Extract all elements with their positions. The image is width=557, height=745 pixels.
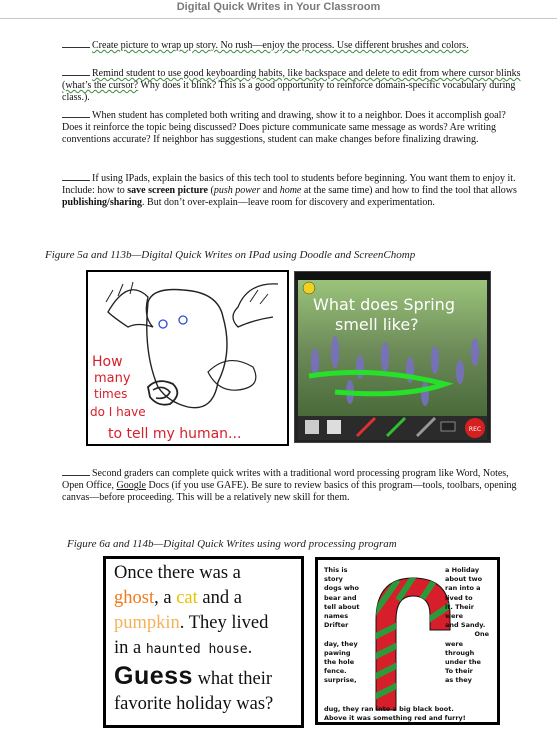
story-right-column [445,566,489,686]
story-line: favorite holiday was? [114,694,274,714]
story-spacer [324,630,359,639]
doodle-drawing [88,272,287,444]
italic-home: home [279,185,302,197]
story-text: and Sandy. [445,621,486,630]
story-text: lived to [445,593,473,602]
screenchomp-writing: smell like? [335,315,419,334]
underlined-google: Google [116,480,146,492]
blank-line [62,109,90,118]
story-bottom-lines [324,705,466,722]
story-text: were [445,612,464,621]
blank-line [62,467,90,476]
paragraph-text: ( [208,185,214,197]
blank-line [62,39,90,48]
record-label: REC [468,426,482,433]
bold-publishing-sharing: publishing/sharing [62,197,143,209]
story-text: dug, they ran into a big black boot. [324,705,454,713]
paragraph-text: . But don’t over-explain—leave room for discovery and experimentation. [142,197,435,209]
paragraph-text: and [260,185,280,197]
word-pumpkin: pumpkin [114,613,180,633]
screenchomp-writing: What does Spring [313,295,455,314]
doodle-handwriting: do I have [90,405,146,419]
word-ghost: ghost [114,588,155,608]
story-text: Above it was something red and furry! [324,713,466,722]
story-text: To their [445,667,473,676]
page-header [0,0,557,19]
story-text: bear and [324,593,357,602]
story-text: under the [445,658,481,667]
story-line [114,586,293,611]
screenchomp-tool-icon[interactable] [327,420,341,434]
paragraph-text: If using IPads, explain the basics of this tech tool to students before beginning. You want them to enjoy it. Include: how to [62,173,516,197]
story-text: were [445,639,464,648]
screenchomp-canvas [295,272,490,442]
story-text: One [474,630,489,639]
story-text: tell about [324,602,360,611]
paragraph-ipads [62,172,524,210]
story-text: and a [197,588,242,608]
story-text: it. Their [445,602,474,611]
paragraph-text: Second graders can complete quick writes with a traditional word processing program like Word, Notes, Open Office, [62,468,509,492]
word-cat: cat [176,588,198,608]
story-text: dogs who [324,584,360,593]
story-line [114,664,293,692]
italic-push-power: push power [213,185,261,197]
story-candy-cane-document [315,557,500,725]
screenchomp-tool-icon[interactable] [305,420,319,434]
story-text: as they [445,676,472,685]
story-text: fence. [324,667,347,676]
story-text: surprise, [324,676,357,685]
header-title: Digital Quick Writes in Your Classroom [176,1,381,13]
paragraph-text: Why does it blink? This is a good opportunity to reinforce domain-specific vocabulary during class.). [62,80,516,104]
story-text: in a [114,638,146,658]
story-left-column [324,566,359,686]
screenchomp-image [294,271,491,443]
story-ghost-document [103,556,304,728]
figure-5-caption: Figure 5a and 113b—Digital Quick Writes on IPad using Doodle and ScreenChomp [45,249,416,261]
story-text: pawing [324,648,351,657]
word-guess: Guess [114,662,193,690]
word-haunted-house: haunted house [145,642,248,657]
doodle-handwriting: times [94,387,128,401]
paragraph-text: Create picture to wrap up story. No rush—enjoy the process. Use different brushes and colors. [92,40,469,51]
story-text: about two [445,575,483,584]
story-text: story [324,575,343,584]
story-line: Once there was a [114,563,241,583]
paragraph-draw-picture [62,39,524,52]
bold-save-screen-picture: save screen picture [127,185,208,197]
story-text: ran into a [445,584,481,593]
story-text: through [445,648,475,657]
story-line [114,636,293,662]
story-line [114,611,293,636]
story-text: day, they [324,639,358,648]
eraser-icon[interactable] [441,422,455,431]
paragraph-text: When student has completed both writing and drawing, show it to a neighbor. Does it accomplish goal? Does it reinforce the topic being discussed? Does picture communicate same message as words? Are writing conventions accurate? If neighbor has suggestions, student can make changes before finalizing drawing. [62,110,506,146]
story-text: . [247,638,253,658]
story-text: Drifter [324,621,349,630]
paragraph-text-underlined: Remind student to use good keyboarding habits, like backspace and delete to edit from where cursor blinks (what’s the cursor? [62,68,521,92]
story-text: , a [154,588,177,608]
paragraph-text: at the same time) and how to find the tool that allows [301,185,517,197]
story-text: what their [192,669,273,689]
blank-line [62,172,90,181]
doodle-handwriting: many [94,371,131,386]
story-text: the hole [324,658,355,667]
story-text: names [324,612,349,621]
paragraph-share-neighbor [62,109,524,147]
figure-6-caption: Figure 6a and 114b—Digital Quick Writes using word processing program [67,538,397,550]
paragraph-text: Docs (if you use GAFE). Be sure to review basics of this program—tools, toolbars, opening canvas—before proceeding. This will be a relatively new skill for them. [62,480,517,504]
story-text: a Holiday [445,566,480,574]
doodle-drawing-image [86,270,289,446]
paragraph-word-processing [62,467,524,505]
blank-line [62,67,90,76]
doodle-handwriting: to tell my human... [108,426,242,442]
story-text: This is [324,566,348,574]
paragraph-keyboarding [62,67,524,105]
doodle-handwriting: How [92,354,123,370]
story-text: . They lived [179,613,269,633]
